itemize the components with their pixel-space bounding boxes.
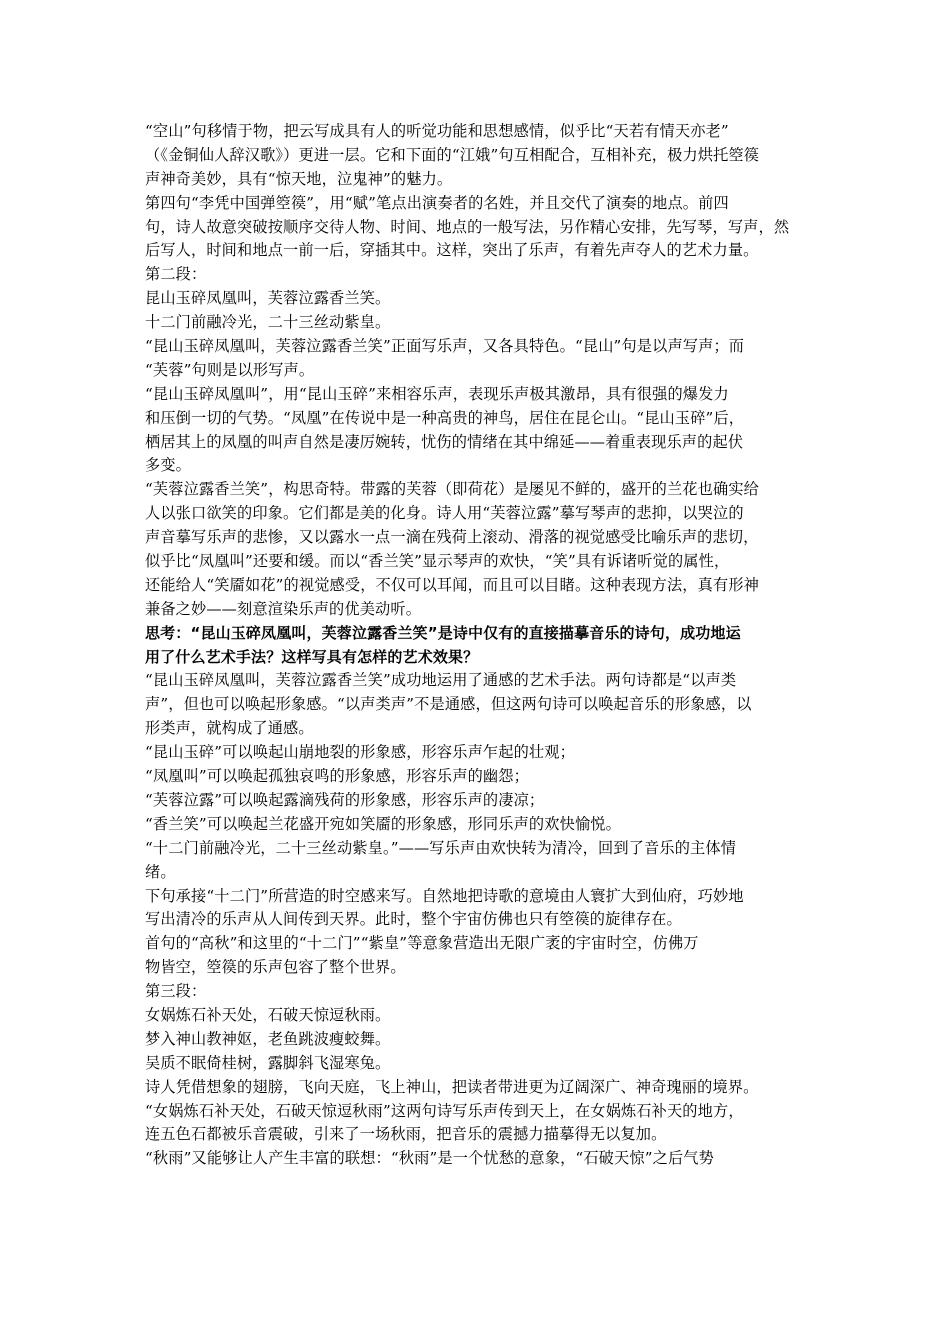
question-line: 用了什么艺术手法？这样写具有怎样的艺术效果？ xyxy=(145,647,479,666)
text-line: 绪。 xyxy=(145,862,176,881)
text-line: 人以张口欲笑的印象。它们都是美的化身。诗人用“芙蓉泣露”摹写琴声的悲抑，以哭泣的 xyxy=(145,504,744,523)
document-body xyxy=(145,120,817,1171)
text-line: “昆山玉碎凤凰叫”，用“昆山玉碎”来相容乐声，表现乐声极其激昂，具有很强的爆发力 xyxy=(145,384,729,403)
text-line: 栖居其上的凤凰的叫声自然是凄厉婉转，忧伤的情绪在其中绵延——着重表现乐声的起伏 xyxy=(145,432,744,451)
question-line: 思考：“昆山玉碎凤凰叫，芙蓉泣露香兰笑”是诗中仅有的直接描摹音乐的诗句，成功地运 xyxy=(145,623,741,642)
text-line: “芙蓉泣露”可以唤起露滴残荷的形象感，形容乐声的凄凉； xyxy=(145,790,545,809)
text-line: “昆山玉碎凤凰叫，芙蓉泣露香兰笑”正面写乐声，又各具特色。“昆山”句是以声写声；而 xyxy=(145,337,745,356)
text-line: “秋雨”又能够让人产生丰富的联想：“秋雨”是一个忧愁的意象，“石破天惊”之后气势 xyxy=(145,1149,714,1168)
text-line: 昆山玉碎凤凰叫，芙蓉泣露香兰笑。 xyxy=(145,289,391,308)
text-line: “空山”句移情于物，把云写成具有人的听觉功能和思想感情，似乎比“天若有情天亦老” xyxy=(145,122,729,140)
text-line: 吴质不眠倚桂树，露脚斜飞湿寒兔。 xyxy=(145,1053,391,1072)
text-line: 物皆空，箜篌的乐声包容了整个世界。 xyxy=(145,958,406,977)
text-line: 诗人凭借想象的翅膀，飞向天庭，飞上神山，把读者带进更为辽阔深广、神奇瑰丽的境界。 xyxy=(145,1077,759,1096)
text-line: 写出清冷的乐声从人间传到天界。此时，整个宇宙仿佛也只有箜篌的旋律存在。 xyxy=(145,910,682,929)
text-line: 下句承接“十二门”所营造的时空感来写。自然地把诗歌的意境由人寰扩大到仙府，巧妙地 xyxy=(145,886,744,905)
text-line: 声”，但也可以唤起形象感。“以声类声”不是通感，但这两句诗可以唤起音乐的形象感，以 xyxy=(145,695,752,714)
text-line: 还能给人“笑靥如花”的视觉感受，不仅可以耳闻，而且可以目睹。这种表现方法，真有形神 xyxy=(145,575,759,594)
text-line: “凤凰叫”可以唤起孤独哀鸣的形象感，形容乐声的幽怨； xyxy=(145,767,529,786)
text-line: 句，诗人故意突破按顺序交待人物、时间、地点的一般写法，另作精心安排，先写琴，写声，然 xyxy=(145,217,790,236)
text-line: “昆山玉碎”可以唤起山崩地裂的形象感，形容乐声乍起的壮观； xyxy=(145,743,575,762)
text-line: 似乎比“凤凰叫”还要和缓。而以“香兰笑”显示琴声的欢快，“笑”具有诉诸听觉的属性， xyxy=(145,552,730,571)
text-line: 女娲炼石补天处，石破天惊逗秋雨。 xyxy=(145,1005,391,1024)
text-line: （《金铜仙人辞汉歌》）更进一层。它和下面的“江娥”句互相配合，互相补充，极力烘托箜篌 xyxy=(145,145,760,164)
text-line: 首句的“高秋”和这里的“十二门”“紫皇”等意象营造出无限广袤的宇宙时空，仿佛万 xyxy=(145,934,699,953)
text-line: “芙蓉泣露香兰笑”，构思奇特。带露的芙蓉（即荷花）是屡见不鲜的，盛开的兰花也确实给 xyxy=(145,480,759,499)
text-line: “昆山玉碎凤凰叫，芙蓉泣露香兰笑”成功地运用了通感的艺术手法。两句诗都是“以声类 xyxy=(145,671,737,690)
text-line: 形类声，就构成了通感。 xyxy=(145,719,314,738)
text-line: “女娲炼石补天处，石破天惊逗秋雨”这两句诗写乐声传到天上，在女娲炼石补天的地方， xyxy=(145,1101,744,1120)
text-line: 第三段： xyxy=(145,982,207,1001)
text-line: 第二段： xyxy=(145,265,207,284)
text-line: 兼备之妙——刻意渲染乐声的优美动听。 xyxy=(145,599,422,618)
text-line: 第四句“李凭中国弹箜篌”，用“赋”笔点出演奏者的名姓，并且交代了演奏的地点。前四 xyxy=(145,193,729,212)
text-line: 梦入神山教神妪，老鱼跳波瘦蛟舞。 xyxy=(145,1029,391,1048)
text-line: 十二门前融冷光，二十三丝动紫皇。 xyxy=(145,313,391,332)
text-line: “香兰笑”可以唤起兰花盛开宛如笑靥的形象感，形同乐声的欢快愉悦。 xyxy=(145,814,621,833)
text-line: 和压倒一切的气势。“凤凰”在传说中是一种高贵的神鸟，居住在昆仑山。“昆山玉碎”后， xyxy=(145,408,745,427)
text-line: 声音摹写乐声的悲惨，又以露水一点一滴在残荷上滚动、滑落的视觉感受比喻乐声的悲切， xyxy=(145,528,759,547)
text-line: “芙蓉”句则是以形写声。 xyxy=(145,360,315,379)
text-line: 后写人，时间和地点一前一后，穿插其中。这样，突出了乐声，有着先声夺人的艺术力量。 xyxy=(145,241,759,260)
text-line: 声神奇美妙，具有“惊天地，泣鬼神”的魅力。 xyxy=(145,169,453,188)
text-line: 多变。 xyxy=(145,456,192,475)
text-line: “十二门前融冷光，二十三丝动紫皇。”——写乐声由欢快转为清冷，回到了音乐的主体情 xyxy=(145,838,737,857)
text-line: 连五色石都被乐音震破，引来了一场秋雨，把音乐的震撼力描摹得无以复加。 xyxy=(145,1125,667,1144)
